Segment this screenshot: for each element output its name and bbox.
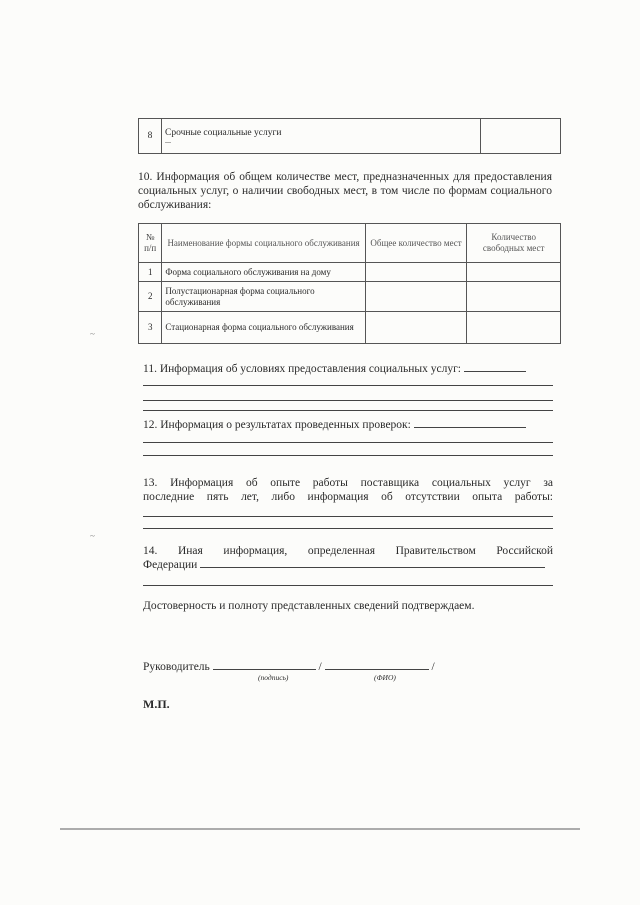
answer-line[interactable] [143,442,553,443]
signature-row [143,660,435,674]
free-places-cell[interactable] [467,263,561,282]
section-14-heading [143,544,553,572]
section-12-fill-line[interactable] [414,427,526,428]
header-number: № п/п [139,224,162,263]
table-row [139,312,561,344]
section-11-heading [143,362,526,376]
confirmation-text: Достоверность и полноту представленных сведений подтверждаем. [143,600,475,612]
signature-slash-2: / [431,661,435,673]
section-12-heading [143,418,526,432]
row-number: 1 [139,263,162,282]
row-label-cell [162,119,481,154]
answer-line[interactable] [143,400,553,401]
full-name-field[interactable] [325,669,429,670]
margin-mark: ~ [90,531,95,541]
section-11-text: 11. Информация об условиях предоставления социальных услуг: [143,363,461,375]
places-table [138,223,561,344]
answer-line[interactable] [143,585,553,586]
signature-slash-1: / [318,661,322,673]
services-table-continuation [138,118,561,154]
total-places-cell[interactable] [365,263,467,282]
table-row [139,119,561,154]
section-14-line-2: Федерации [143,559,198,571]
full-name-caption: (ФИО) [374,673,396,682]
header-total-places: Общее количество мест [365,224,467,263]
header-form-name: Наименование формы социального обслуживания [162,224,365,263]
row-number: 2 [139,282,162,312]
row-label: Срочные социальные услуги [165,128,282,138]
section-13-line-2: последние пять лет, либо информация об отсутствии опыта работы: [143,491,553,503]
free-places-cell[interactable] [467,312,561,344]
section-14-line-1: 14. Иная информация, определенная Правительством Российской [143,545,553,557]
section-10-heading: 10. Информация об общем количестве мест, предназначенных для предоставления социальных услуг, о наличии свободных мест, в том числе по формам социального обслуживания: [138,171,552,211]
row-number: 3 [139,312,162,344]
total-places-cell[interactable] [365,312,467,344]
section-13-heading [143,476,553,504]
table-header-row [139,224,561,263]
table-row [139,282,561,312]
row-ellipsis: ... [165,136,171,145]
answer-line[interactable] [143,516,553,517]
row-form-name: Полустационарная форма социального обслуживания [162,282,365,312]
signature-field[interactable] [213,669,316,670]
signature-caption: (подпись) [258,673,289,682]
scan-edge-line [60,828,580,830]
row-number: 8 [139,119,162,154]
signature-label: Руководитель [143,661,210,673]
answer-line[interactable] [143,385,553,386]
empty-cell [481,119,561,154]
row-form-name: Стационарная форма социального обслуживания [162,312,365,344]
section-12-text: 12. Информация о результатах проведенных проверок: [143,419,411,431]
answer-line[interactable] [143,410,553,411]
answer-line[interactable] [143,528,553,529]
section-13-line-1: 13. Информация об опыте работы поставщика социальных услуг за [143,477,553,489]
header-free-places: Количество свободных мест [467,224,561,263]
table-row [139,263,561,282]
answer-line[interactable] [143,455,553,456]
section-11-fill-line[interactable] [464,371,526,372]
free-places-cell[interactable] [467,282,561,312]
total-places-cell[interactable] [365,282,467,312]
section-14-fill-line[interactable] [200,567,545,568]
row-form-name: Форма социального обслуживания на дому [162,263,365,282]
margin-mark: ~ [90,329,95,339]
stamp-place: М.П. [143,697,170,711]
